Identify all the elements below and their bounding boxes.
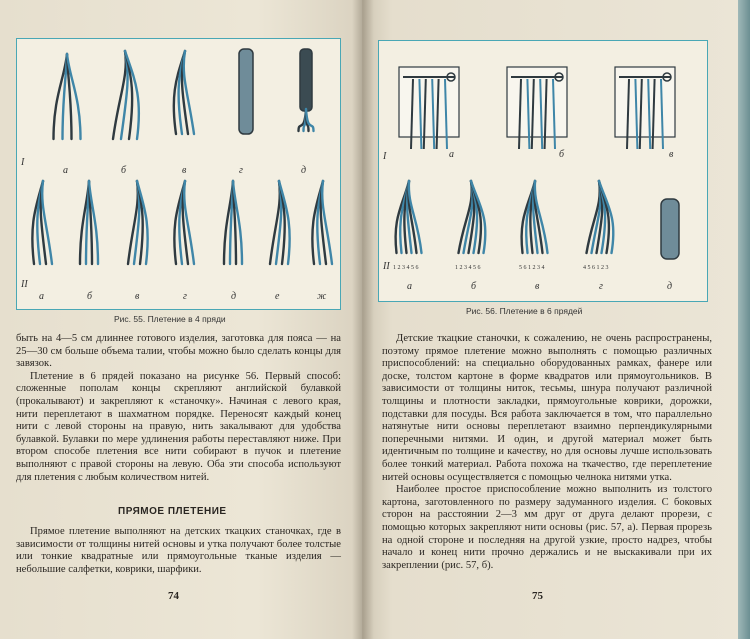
- paragraph: Прямое плетение выполняют на детских ткацких станочках, где в зависимости от толщины нитей основы и утка получают более толстые или тонкие квадратные или прямоугольные тканые изделия — небольшие салфетки, коврики, шарфики.: [16, 526, 341, 575]
- paragraph: Наиболее простое приспособление можно выполнить из толстого картона, заготовленного по размеру задуманного изделия. С боковых сторон на расстоянии 2—3 мм друг от друга делают прорези, с помощью которых закрепляют нити основы (рис. 57, а). Первая прорезь на одной стороне и последняя на другой узкие, просто надрез, чтобы начало и конец нити прочно держались и не выскакивали при их закреплении (рис. 57, б).: [382, 484, 712, 571]
- fig-letter: а: [63, 165, 68, 176]
- figure-caption: Рис. 56. Плетение в 6 прядей: [466, 306, 583, 316]
- fig-letter: г: [183, 291, 187, 302]
- fig-letter: в: [135, 291, 140, 302]
- strand-numbers: 1 2 3 4 5 6: [393, 265, 419, 271]
- fig-letter: г: [239, 165, 243, 176]
- paragraph: Детские ткацкие станочки, к сожалению, не очень распространены, поэтому прямое плетение можно выполнять с помощью различных приспособлений: на специально оборудованных рамках, фанере или доске, толстом картоне в форме квадратов или прямоугольников. В зависимости от толщины ниток, тесьмы, шнура получают различной толщины и плотности закладки, прямоугольные коврики, дорожки, подставки для посуды. Вся работа заключается в том, что параллельно натянутые нити основы переплетают взаимно перпендикулярными поперечными нитями. И один, и другой материал может быть идентичным по толщине и качеству, но для основы лучше использовать более тонкий материал. Работа похожа на ткачество, где переплетение нитей основы осуществляется с помощью челнока нитями утка.: [382, 333, 712, 483]
- strand-numbers: 5 6 1 2 3 4: [519, 265, 545, 271]
- figure-caption: Рис. 55. Плетение в 4 пряди: [114, 314, 226, 324]
- fig-letter: д: [301, 165, 307, 176]
- fig-letter: д: [231, 291, 237, 302]
- paragraph: быть на 4—5 см длиннее готового изделия, заготовка для пояса — на 25—30 см больше объема талии, чтобы можно было сделать концы для завязок.: [16, 333, 341, 370]
- tassel-strand: [306, 109, 314, 131]
- row-label-1: I: [383, 151, 387, 162]
- body-text-block: [382, 333, 712, 572]
- page-number: 75: [532, 590, 543, 602]
- left-page: [0, 0, 366, 639]
- braided-cord: [661, 199, 679, 259]
- braid-illustration-6-strand: [379, 41, 707, 301]
- fig-letter: а: [407, 281, 412, 292]
- twisted-cord: [239, 49, 253, 134]
- fig-letter: б: [559, 149, 565, 160]
- fig-letter: а: [449, 149, 454, 160]
- fig-letter: е: [275, 291, 280, 302]
- fig-letter: б: [121, 165, 127, 176]
- fig-letter: в: [535, 281, 540, 292]
- paragraph: Плетение в 6 прядей показано на рисунке 56. Первый способ: сложенные пополам концы скрепляют английской булавкой (прокалывают) и закрепляют к «станочку». Начиная с левого края, нити переплетают в шахматном порядке. Переносят каждый конец нити с левой стороны на правую, нить закалывают для удобства булавкой. Булавки по мере удлинения работы переставляют ниже. При втором способе плетения все нити собирают в пучок и плетение выполняют с правой стороны на левую. Оба эти способа используют для плетения с любым количеством нитей.: [16, 370, 341, 483]
- fig-letter: г: [599, 281, 603, 292]
- row-label-1: I: [21, 157, 25, 168]
- page-number: 74: [168, 590, 179, 602]
- fig-letter: д: [667, 281, 673, 292]
- fig-letter: а: [39, 291, 44, 302]
- fig-letter: б: [87, 291, 93, 302]
- row-label-2: II: [21, 279, 28, 290]
- fig-letter: б: [471, 281, 477, 292]
- row-label-2: II: [383, 261, 390, 272]
- figure-56: [378, 40, 708, 302]
- section-heading: ПРЯМОЕ ПЛЕТЕНИЕ: [118, 506, 227, 517]
- right-page: [362, 0, 740, 639]
- fig-letter: ж: [317, 291, 327, 302]
- book-cover-edge: [738, 0, 750, 639]
- figure-55: [16, 38, 341, 310]
- book-gutter-shadow: [352, 0, 374, 639]
- strand-numbers: 4 5 6 1 2 3: [583, 265, 609, 271]
- fig-letter: в: [669, 149, 674, 160]
- braided-cord: [300, 49, 312, 111]
- strand-numbers: 1 2 3 4 5 6: [455, 265, 481, 271]
- fig-letter: в: [182, 165, 187, 176]
- body-text-block: [16, 333, 341, 484]
- body-text-block: [16, 526, 341, 576]
